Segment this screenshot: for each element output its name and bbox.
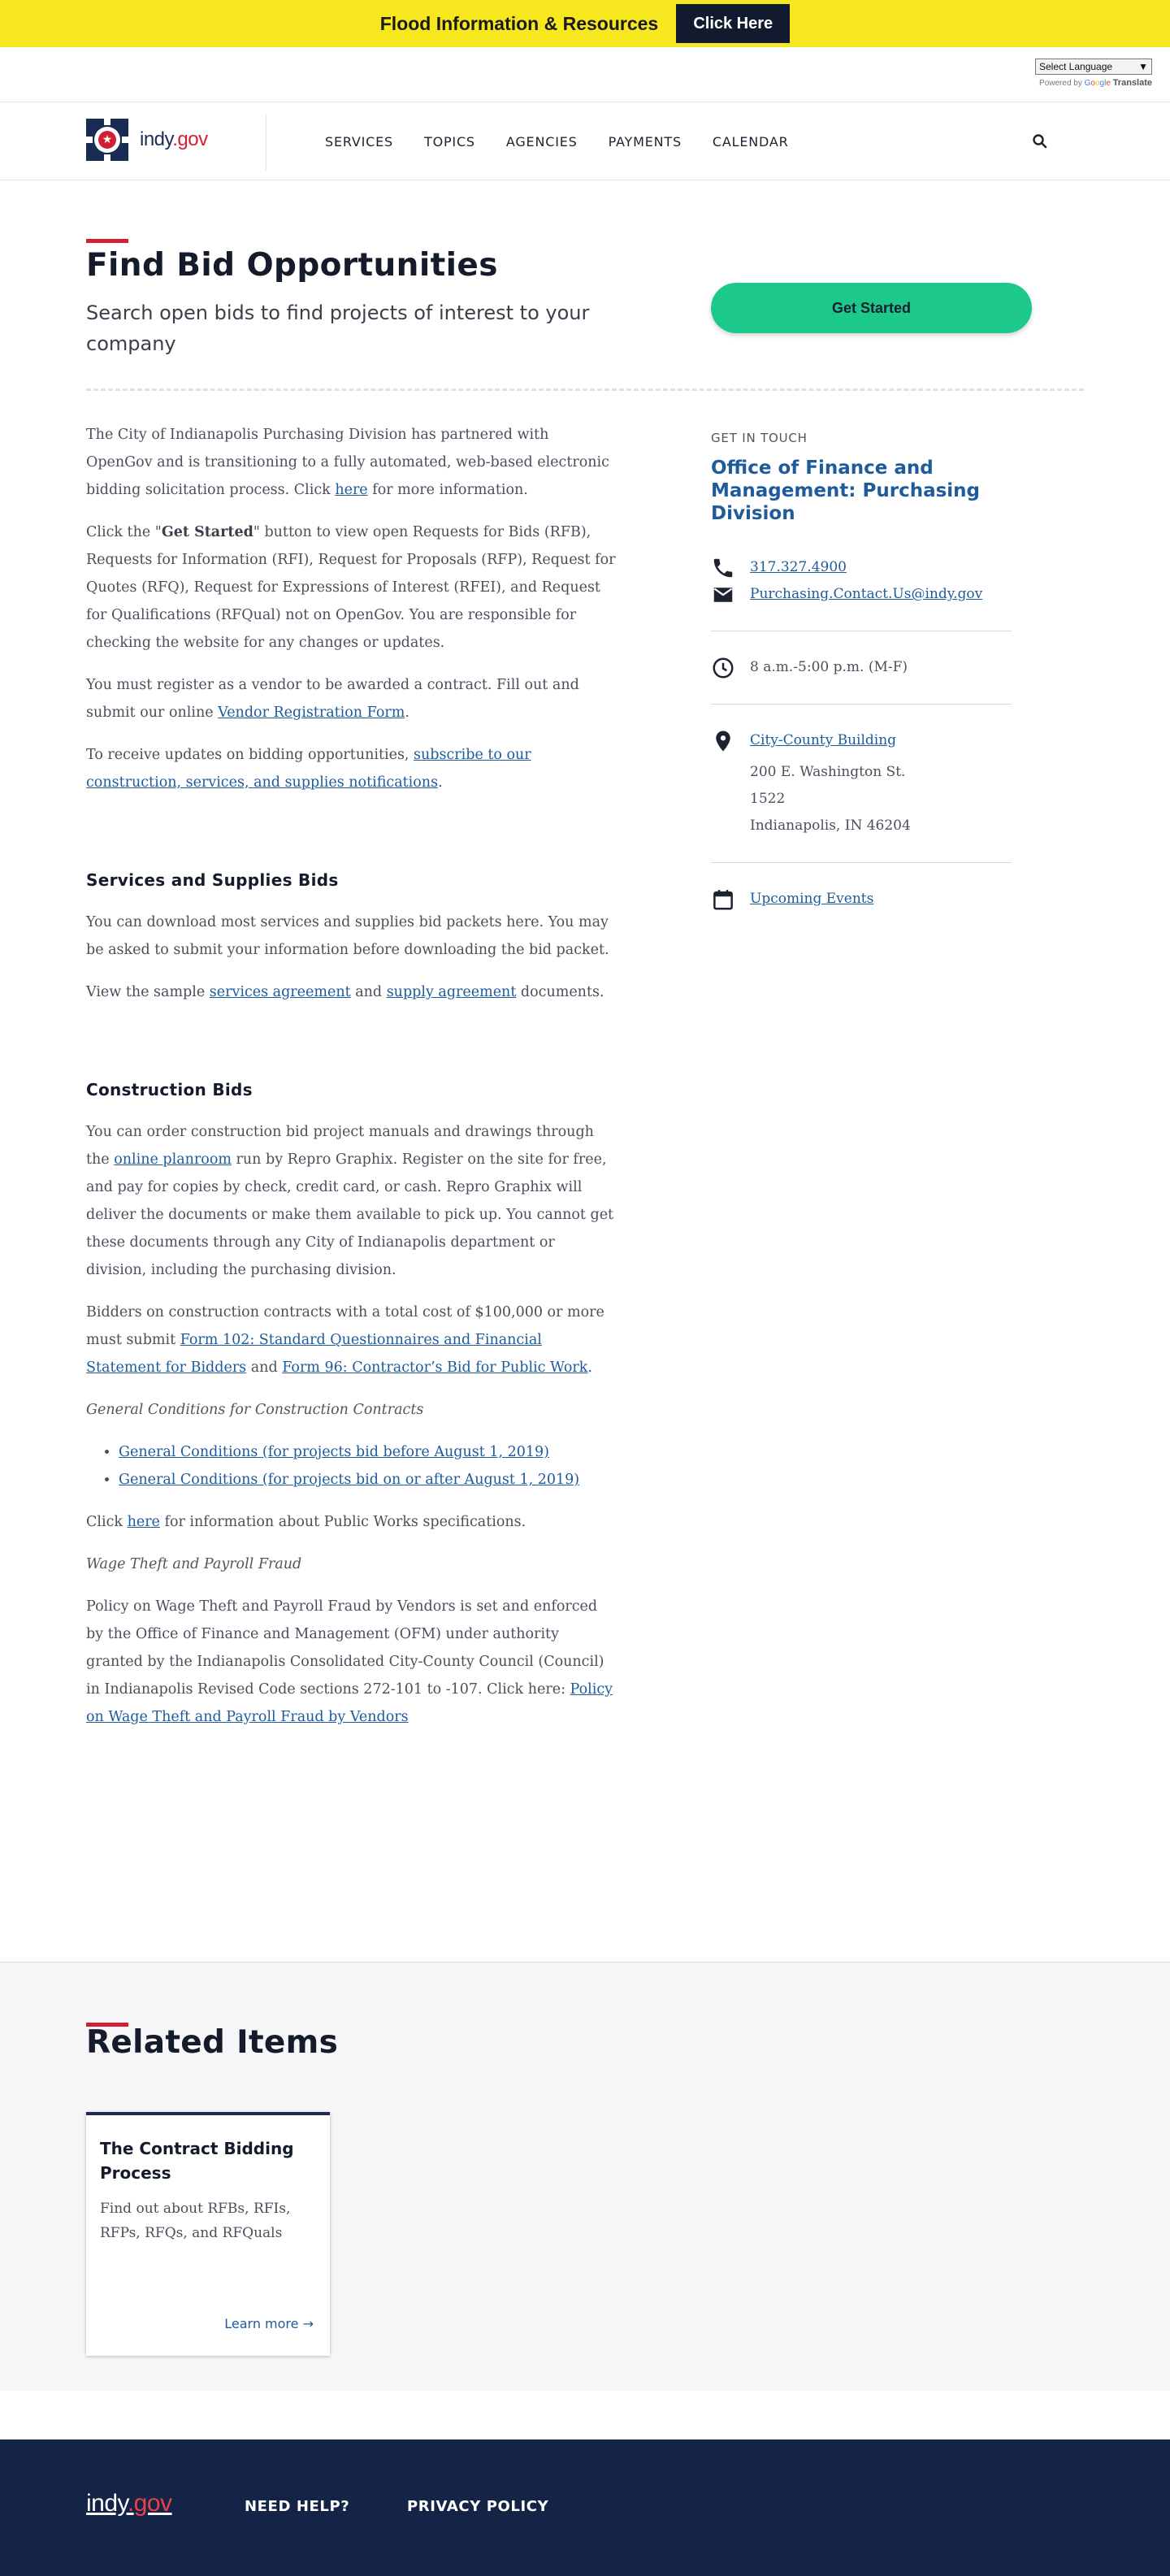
sample-agreements-paragraph: View the sample services agreement and supply agreement documents. [86, 984, 604, 1000]
divider [711, 704, 1012, 705]
get-started-button[interactable]: Get Started [711, 283, 1032, 333]
site-footer [0, 2439, 1170, 2576]
general-conditions-list [119, 1438, 618, 1494]
powered-by-label: Powered by [1039, 79, 1082, 88]
vendor-registration-link[interactable]: Vendor Registration Form [218, 705, 405, 721]
phone-icon [711, 556, 735, 580]
site-header [0, 102, 1170, 180]
public-works-paragraph: Click here for information about Public Works specifications. [86, 1514, 526, 1530]
clock-icon [711, 656, 735, 680]
language-select-value: Select Language [1039, 61, 1113, 72]
wage-theft-label: Wage Theft and Payroll Fraud [86, 1556, 302, 1572]
related-items-title: Related Items [86, 2024, 339, 2061]
mail-icon [711, 583, 735, 607]
address-line-1: 200 E. Washington St. [750, 764, 906, 780]
general-conditions-after-link[interactable]: General Conditions (for projects bid on or after August 1, 2019) [119, 1472, 580, 1488]
address-row [711, 727, 1012, 839]
office-hours: 8 a.m.-5:00 p.m. (M-F) [750, 659, 908, 675]
main-nav [325, 102, 789, 180]
hours-row [711, 654, 1012, 681]
arrow-right-icon: → [302, 2316, 314, 2331]
translate-strip [0, 47, 1170, 102]
nav-topics[interactable]: TOPICS [424, 133, 475, 150]
title-accent-rule [86, 239, 128, 243]
events-row [711, 886, 1012, 913]
calendar-icon [711, 887, 735, 912]
supply-agreement-link[interactable]: supply agreement [386, 984, 517, 1000]
city-seal-icon: ★ [86, 119, 128, 161]
google-translate-widget [1035, 59, 1152, 88]
map-pin-icon [711, 729, 735, 753]
phone-row [711, 554, 1012, 581]
related-card[interactable] [86, 2112, 330, 2356]
form-102-link[interactable]: Form 102: Standard Questionnaires and Financial Statement for Bidders [86, 1332, 542, 1376]
form-96-link[interactable]: Form 96: Contractor’s Bid for Public Work [282, 1360, 588, 1376]
translate-link[interactable]: Translate [1112, 78, 1152, 88]
construction-heading: Construction Bids [86, 1080, 253, 1099]
search-icon[interactable] [1030, 132, 1050, 151]
alert-bar [0, 0, 1170, 47]
divider [711, 862, 1012, 863]
card-description: Find out about RFBs, RFIs, RFPs, RFQs, and RFQuals [100, 2201, 291, 2241]
nav-calendar[interactable]: CALENDAR [712, 133, 789, 150]
list-item [119, 1438, 618, 1466]
page-subtitle: Search open bids to find projects of interest to your company [86, 301, 590, 355]
nav-agencies[interactable]: AGENCIES [505, 133, 578, 150]
wage-theft-paragraph: Policy on Wage Theft and Payroll Fraud by Vendors is set and enforced by the Office of Finance and Management (OFM) under authority granted by the Indianapolis Consolidated City-County Council (Council) in Indianapolis Revised Code sections 272-101 to -107. Click here: Policy on Wage Theft and Payroll Fraud by Vendors [86, 1598, 613, 1725]
email-link[interactable]: Purchasing.Contact.Us@indy.gov [750, 586, 983, 602]
nav-services[interactable]: SERVICES [325, 133, 394, 150]
need-help-link[interactable]: NEED HELP? [245, 2498, 350, 2515]
google-logo-text: Google [1084, 79, 1111, 88]
vendor-paragraph: You must register as a vendor to be awarded a contract. Fill out and submit our online Vendor Registration Form. [86, 677, 579, 721]
online-planroom-link[interactable]: online planroom [114, 1151, 232, 1168]
general-conditions-label: General Conditions for Construction Contracts [86, 1402, 424, 1418]
public-works-link[interactable]: here [127, 1514, 160, 1530]
learn-more-link[interactable]: Learn more → [224, 2316, 314, 2331]
indygov-logo[interactable] [86, 119, 208, 161]
phone-link[interactable]: 317.327.4900 [750, 559, 847, 575]
logo-wordmark: indy.gov [140, 128, 208, 150]
hero-section [0, 180, 1170, 392]
body-content [86, 421, 618, 1746]
address-line-3: Indianapolis, IN 46204 [750, 817, 911, 834]
services-agreement-link[interactable]: services agreement [209, 984, 351, 1000]
related-items-section [0, 1962, 1170, 2391]
get-in-touch-label: GET IN TOUCH [711, 431, 808, 445]
upcoming-events-link[interactable]: Upcoming Events [750, 891, 874, 907]
language-select[interactable] [1035, 59, 1152, 75]
planroom-paragraph: You can order construction bid project manuals and drawings through the online planroom run by Repro Graphix. Register on the site for free, and pay for copies by check, credit card, or cash. Repro Graphix will deliver the documents or make them available to pick up. You cannot get these documents through any City of Indianapolis department or division, including the purchasing division. [86, 1124, 614, 1278]
powered-by-google [1035, 78, 1152, 88]
services-paragraph: You can download most services and supplies bid packets here. You may be asked to submit your information before downloading the bid packet. [86, 914, 609, 958]
services-heading: Services and Supplies Bids [86, 870, 339, 890]
footer-logo[interactable]: indy.gov [86, 2490, 172, 2517]
contact-sidebar [711, 431, 1012, 913]
chevron-down-icon: ▼ [1138, 61, 1148, 72]
general-conditions-before-link[interactable]: General Conditions (for projects bid before August 1, 2019) [119, 1444, 549, 1460]
card-title: The Contract Bidding Process [100, 2139, 294, 2183]
subscribe-paragraph: To receive updates on bidding opportunities, subscribe to our construction, services, and supplies notifications. [86, 747, 531, 791]
privacy-policy-link[interactable]: PRIVACY POLICY [407, 2498, 549, 2515]
nav-payments[interactable]: PAYMENTS [608, 133, 682, 150]
alert-title: Flood Information & Resources [379, 12, 659, 34]
alert-click-here-button[interactable]: Click Here [676, 4, 790, 43]
dashed-divider [86, 388, 1084, 391]
city-county-building-link[interactable]: City-County Building [750, 732, 897, 748]
main-content-area [0, 392, 1170, 1962]
address-block [750, 727, 911, 839]
page-title: Find Bid Opportunities [86, 247, 498, 284]
opengov-info-link[interactable]: here [335, 482, 368, 498]
footer-spacer [0, 2391, 1170, 2439]
wage-theft-policy-link[interactable]: Policy on Wage Theft and Payroll Fraud by Vendors [86, 1681, 613, 1725]
get-started-paragraph: Click the "Get Started" button to view open Requests for Bids (RFB), Requests for Information (RFI), Request for Proposals (RFP), Request for Quotes (RFQ), Request for Expressions of Interest (RFEI), and Request for Qualifications (RFQual) not on OpenGov. You are responsible for checking the website for any changes or updates. [86, 524, 616, 651]
address-line-2: 1522 [750, 791, 786, 807]
email-row [711, 581, 1012, 608]
list-item [119, 1466, 618, 1494]
intro-paragraph: The City of Indianapolis Purchasing Division has partnered with OpenGov and is transitioning to a fully automated, web-based electronic bidding solicitation process. Click here for more information. [86, 427, 609, 498]
office-name: Office of Finance and Management: Purchasing Division [711, 458, 981, 524]
forms-paragraph: Bidders on construction contracts with a total cost of $100,000 or more must submit Form 102: Standard Questionnaires and Financial Statement for Bidders and Form 96: Contractor’s Bid for Public Work. [86, 1304, 604, 1376]
subscribe-notifications-link[interactable]: subscribe to our construction, services, and supplies notifications [86, 747, 531, 791]
